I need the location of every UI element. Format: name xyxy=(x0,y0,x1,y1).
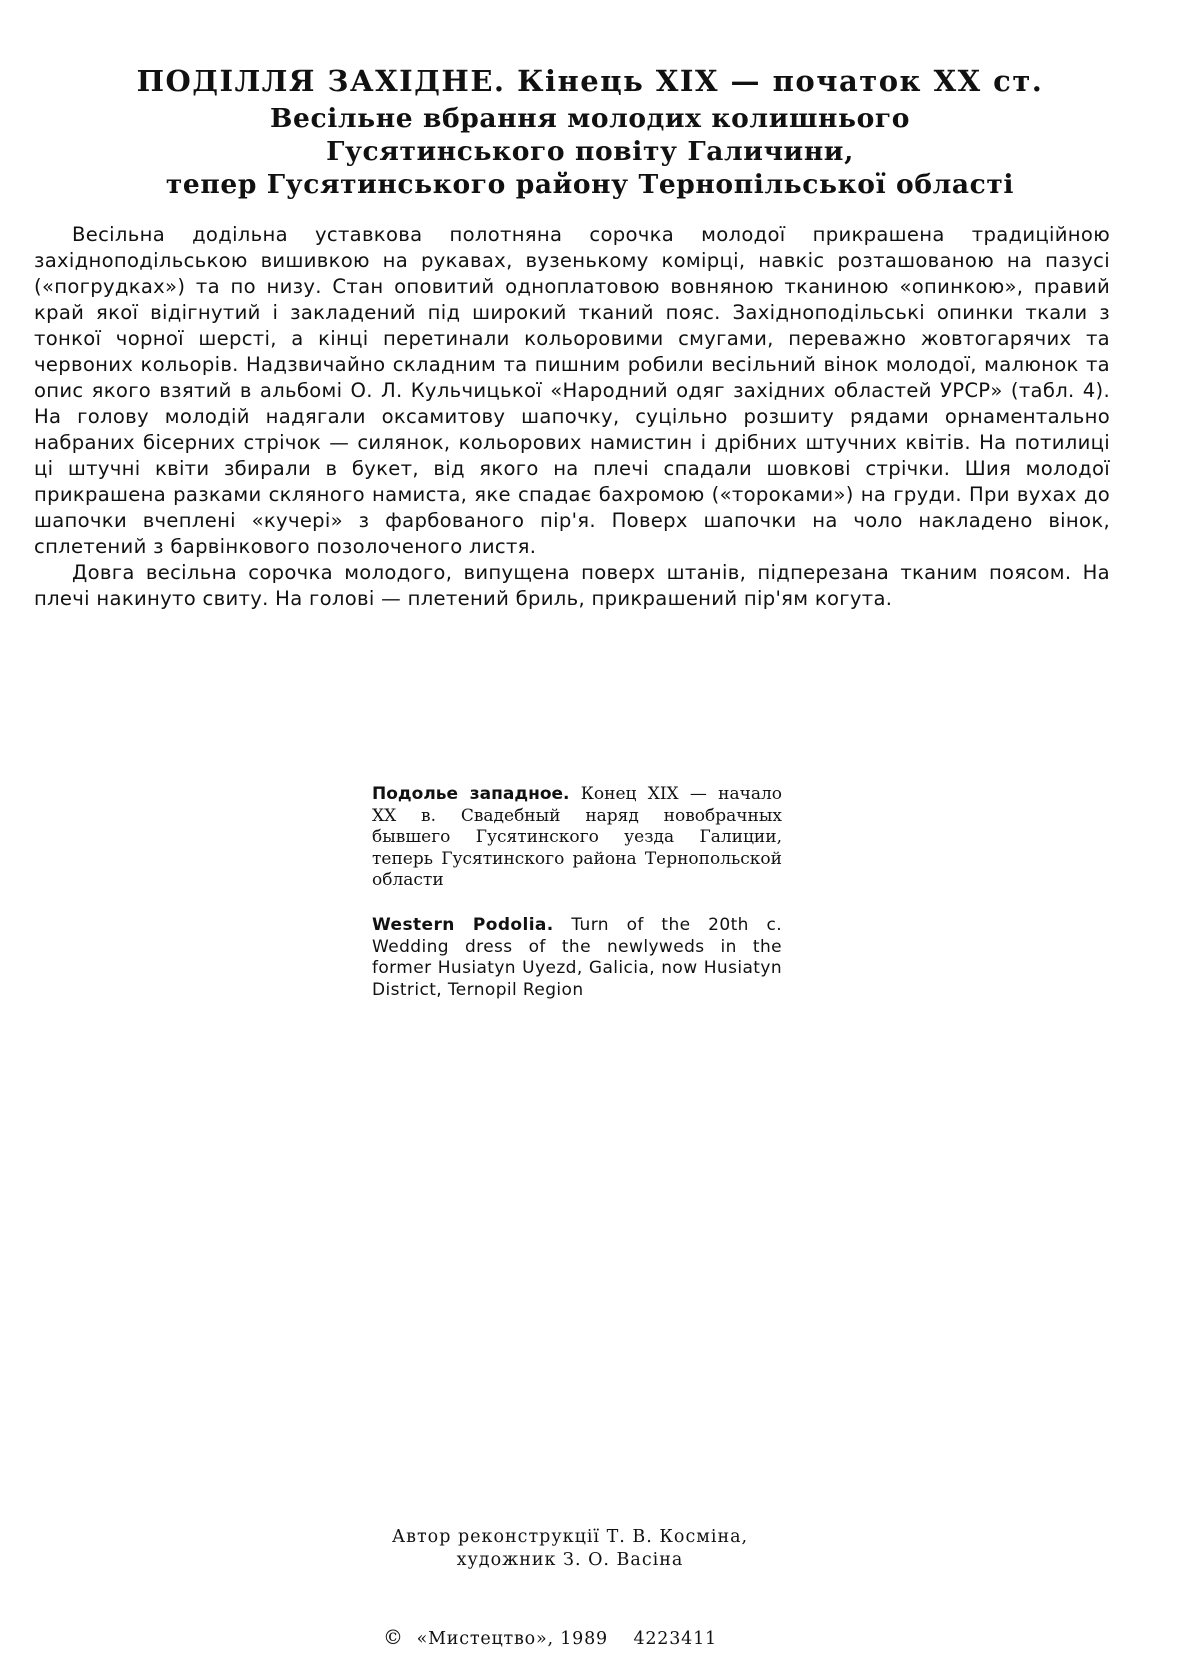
caption-english xyxy=(372,915,782,1001)
credits-artist: художник З. О. Васіна xyxy=(456,1550,684,1570)
imprint-code: 4223411 xyxy=(633,1629,717,1649)
caption-english-text: Turn of the 20th c. Wedding dress of the newlyweds in the former Husiatyn Uyezd, Galicia, now Husiatyn District, Ternopil Region xyxy=(372,915,782,1000)
caption-english-title: Western Podolia. xyxy=(372,915,554,935)
caption-russian xyxy=(372,784,782,892)
description-paragraph-1: Весільна додільна уставкова полотняна сорочка молодої прикрашена традиційною західноподільською вишивкою на рукавах, вузенькому комірці, навкіс розташованою на пазусі («погрудках») та по низу. Стан оповитий одноплатовою вовняною тканиною «опинкою», правий край якої відігнутий і закладений під широкий тканий пояс. Західноподільські опинки ткали з тонкої чорної шерсті, а кінці перетинали кольоровими смугами, переважно жовтогарячих та червоних кольорів. Надзвичайно складним та пишним робили весільний вінок молодої, малюнок та опис якого взятий в альбомі О. Л. Кульчицької «Народний одяг західних областей УРСР» (табл. 4). На голову молодій надягали оксамитову шапочку, суцільно розшиту рядами орнаментально набраних бісерних стрічок — силянок, кольорових намистин і дрібних штучних квітів. На потилиці ці штучні квіти збирали в букет, від якого на плечі спадали шовкові стрічки. Шия молодої прикрашена разками скляного намиста, яке спадає бахромою («тороками») на груди. При вухах до шапочки вчеплені «кучері» з фарбованого пір'я. Поверх шапочки на чоло накладено вінок, сплетений з барвінкового позолоченого листя. xyxy=(34,223,1110,558)
subtitle-line-1: Весільне вбрання молодих колишнього xyxy=(270,103,910,134)
description-paragraph-2: Довга весільна сорочка молодого, випущена поверх штанів, підперезана тканим поясом. На плечі накинуто свиту. На голові — плетений бриль, прикрашений пір'ям когута. xyxy=(34,561,1110,610)
page-title: ПОДІЛЛЯ ЗАХІДНЕ. Кінець XIX — початок XX ст. xyxy=(136,64,1044,98)
credits xyxy=(300,1526,840,1572)
description-text xyxy=(34,222,1110,612)
copyright-icon: © xyxy=(383,1625,404,1649)
imprint xyxy=(300,1625,800,1649)
imprint-publisher: «Мистецтво», 1989 xyxy=(416,1629,608,1649)
heading-block xyxy=(80,60,1100,201)
subtitle-line-2: Гусятинського повіту Галичини, xyxy=(326,136,854,167)
caption-russian-text: Конец XIX — начало XX в. Свадебный наряд новобрачных бывшего Гусятинского уезда Галиции, теперь Гусятинского района Тернопольской области xyxy=(372,784,782,890)
credits-author: Автор реконструкції Т. В. Косміна, xyxy=(391,1527,749,1547)
caption-russian-title: Подолье западное. xyxy=(372,784,570,804)
subtitle-line-3: тепер Гусятинського району Тернопільської області xyxy=(165,169,1015,200)
